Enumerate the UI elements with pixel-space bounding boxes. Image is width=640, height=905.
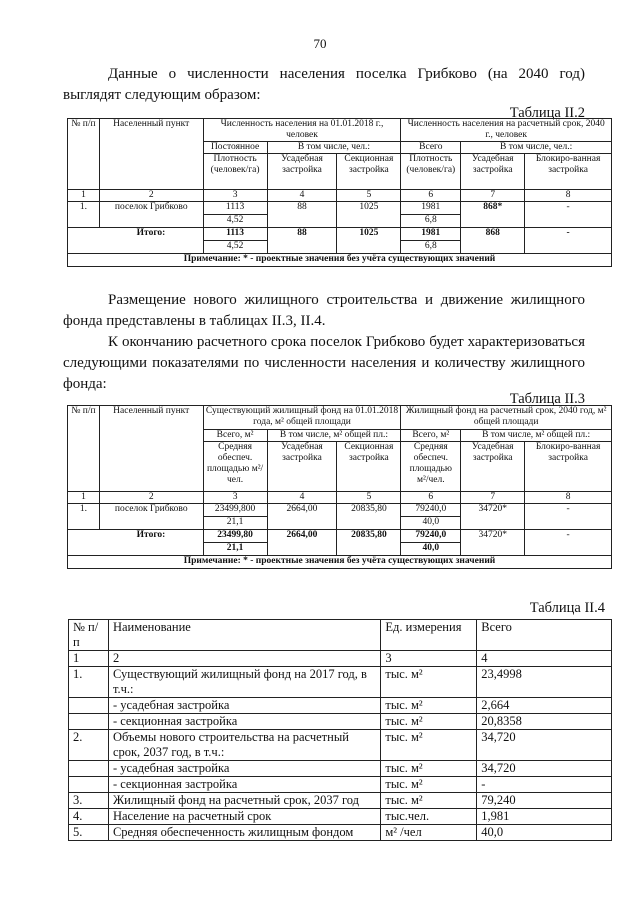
table-3: [67, 405, 612, 569]
table-row: [69, 714, 612, 730]
t4-cell-value: 20,8358: [477, 714, 612, 730]
t4-cell-num: 5.: [69, 825, 109, 841]
t3-colnum: 3: [203, 492, 267, 504]
t3-row-num: 1.: [68, 504, 100, 530]
t3-header-incl-2: В том числе, м² общей пл.:: [461, 430, 612, 442]
intro-paragraph: Данные о численности населения поселка Грибково (на 2040 год) выглядят следующим образом:: [63, 66, 585, 103]
t3-colnum: 7: [461, 492, 525, 504]
t3-header-num: № п/п: [68, 406, 100, 492]
t2-header-density-1: Плотность (человек/га): [203, 154, 267, 190]
t3-header-avg-1: Средняя обеспеч. площадью м²/чел.: [203, 442, 267, 492]
t3-row-c7: 34720*: [461, 504, 525, 530]
t4-cell-name: - секционная застройка: [108, 714, 380, 730]
t3-row-c3a: 23499,800: [203, 504, 267, 517]
t3-header-avg-2: Средняя обеспеч. площадью м²/чел.: [401, 442, 461, 492]
t3-header-incl-1: В том числе, м² общей пл.:: [267, 430, 401, 442]
t2-header-pop-future: Численность населения на расчетный срок, 2040 г., человек: [401, 119, 612, 142]
t2-total-label: Итого:: [99, 228, 203, 254]
t4-cell-name: Население на расчетный срок: [108, 809, 380, 825]
t4-cell-num: [69, 761, 109, 777]
t4-cell-num: 3.: [69, 793, 109, 809]
t2-colnum: 7: [461, 190, 525, 202]
t3-total-c7: 34720*: [461, 530, 525, 556]
t3-header-place: Населенный пункт: [99, 406, 203, 492]
t3-header-future: Жилищный фонд на расчетный срок, 2040 год, м² общей площади: [401, 406, 612, 430]
t2-header-pop-current: Численность населения на 01.01.2018 г., человек: [203, 119, 401, 142]
t2-header-incl-2: В том числе, чел.:: [461, 142, 612, 154]
table-row: [69, 809, 612, 825]
t2-row-c5: 1025: [337, 202, 401, 228]
table-row: [69, 777, 612, 793]
t3-colnum: 4: [267, 492, 337, 504]
t2-colnum: 1: [68, 190, 100, 202]
t4-cell-value: 23,4998: [477, 667, 612, 698]
page-number: 70: [313, 36, 327, 51]
t2-header-estate-1: Усадебная застройка: [267, 154, 337, 190]
t4-cell-num: [69, 777, 109, 793]
t2-row-c3b: 4,52: [203, 215, 267, 228]
t4-cell-name: Объемы нового строительства на расчетный срок, 2037 год, в т.ч.:: [108, 730, 380, 761]
t4-cell-unit: тыс. м²: [381, 730, 477, 761]
table-row: [69, 761, 612, 777]
t4-cell-unit: 3: [381, 651, 477, 667]
t3-colnum: 5: [337, 492, 401, 504]
table4-caption: Таблица II.4: [529, 600, 605, 616]
t3-colnum: 2: [99, 492, 203, 504]
t4-cell-name: - секционная застройка: [108, 777, 380, 793]
t3-header-section-1: Секционная застройка: [337, 442, 401, 492]
table-row: [69, 793, 612, 809]
t4-header-name: Наименование: [108, 620, 380, 651]
t3-header-existing: Существующий жилищный фонд на 01.01.2018 года, м² общей площади: [203, 406, 401, 430]
t2-header-estate-2: Усадебная застройка: [461, 154, 525, 190]
t2-header-place: Населенный пункт: [99, 119, 203, 190]
t4-cell-value: 1,981: [477, 809, 612, 825]
paragraph-3: К окончанию расчетного срока поселок Грибково будет характеризоваться следующими показателями по численности населения и количеству жилищного фонда:: [63, 334, 585, 392]
t2-total-c3a: 1113: [203, 228, 267, 241]
t2-note: Примечание: * - проектные значения без учёта существующих значений: [68, 254, 612, 267]
t2-header-blocked-2: Блокиро-ванная застройка: [525, 154, 612, 190]
t2-header-permanent: Постоянное: [203, 142, 267, 154]
t2-header-num: № п/п: [68, 119, 100, 190]
t3-total-row: [68, 530, 612, 543]
t2-row-c3a: 1113: [203, 202, 267, 215]
t4-cell-num: [69, 714, 109, 730]
t3-row-c8: -: [525, 504, 612, 530]
t2-colnum-row: [68, 190, 612, 202]
t2-colnum: 2: [99, 190, 203, 202]
t3-total-c4: 2664,00: [267, 530, 337, 556]
t3-header-total-1: Всего, м²: [203, 430, 267, 442]
table3-caption: Таблица II.3: [509, 391, 585, 407]
t3-row-c5: 20835,80: [337, 504, 401, 530]
t3-total-label: Итого:: [99, 530, 203, 556]
table-4: [68, 619, 612, 841]
t2-colnum: 6: [401, 190, 461, 202]
t2-total-c6b: 6,8: [401, 241, 461, 254]
t2-total-c8: -: [525, 228, 612, 254]
t4-header-num: № п/п: [69, 620, 109, 651]
t3-data-row: [68, 504, 612, 517]
t4-cell-unit: тыс. м²: [381, 714, 477, 730]
t2-total-row: [68, 228, 612, 241]
t2-header-section-1: Секционная застройка: [337, 154, 401, 190]
t3-header-estate-2: Усадебная застройка: [461, 442, 525, 492]
t2-header-total: Всего: [401, 142, 461, 154]
table-row: [69, 667, 612, 698]
t2-row-c4: 88: [267, 202, 337, 228]
t4-cell-value: -: [477, 777, 612, 793]
t4-cell-name: - усадебная застройка: [108, 761, 380, 777]
t4-cell-unit: тыс. м²: [381, 698, 477, 714]
t2-colnum: 3: [203, 190, 267, 202]
t2-total-c7: 868: [461, 228, 525, 254]
t2-data-row: [68, 202, 612, 215]
t3-total-c6a: 79240,0: [401, 530, 461, 543]
t2-header-density-2: Плотность (человек/га): [401, 154, 461, 190]
t4-cell-name: - усадебная застройка: [108, 698, 380, 714]
t3-colnum-row: [68, 492, 612, 504]
t3-row-place: поселок Грибково: [99, 504, 203, 530]
t2-row-c8: -: [525, 202, 612, 228]
t3-row-c6b: 40,0: [401, 517, 461, 530]
t3-row-c4: 2664,00: [267, 504, 337, 530]
t4-cell-name: Существующий жилищный фонд на 2017 год, в т.ч.:: [108, 667, 380, 698]
t2-row-place: поселок Грибково: [99, 202, 203, 228]
t4-cell-num: 2.: [69, 730, 109, 761]
t4-cell-num: [69, 698, 109, 714]
table-2: [67, 118, 612, 267]
t3-row-c6a: 79240,0: [401, 504, 461, 517]
t4-cell-value: 79,240: [477, 793, 612, 809]
t4-cell-value: 34,720: [477, 730, 612, 761]
table2-caption: Таблица II.2: [509, 105, 585, 121]
t4-cell-num: 4.: [69, 809, 109, 825]
t2-total-c4: 88: [267, 228, 337, 254]
t2-total-c3b: 4,52: [203, 241, 267, 254]
t4-cell-name: Жилищный фонд на расчетный срок, 2037 год: [108, 793, 380, 809]
t4-cell-value: 40,0: [477, 825, 612, 841]
t3-colnum: 1: [68, 492, 100, 504]
t3-colnum: 6: [401, 492, 461, 504]
t4-cell-unit: тыс. м²: [381, 761, 477, 777]
t2-row-c7: 868*: [461, 202, 525, 228]
t4-cell-unit: тыс. м²: [381, 793, 477, 809]
t2-row-c6a: 1981: [401, 202, 461, 215]
t2-colnum: 8: [525, 190, 612, 202]
t4-cell-unit: тыс.чел.: [381, 809, 477, 825]
table-row: [69, 651, 612, 667]
t2-total-c5: 1025: [337, 228, 401, 254]
t3-total-c6b: 40,0: [401, 543, 461, 556]
t3-header-total-2: Всего, м²: [401, 430, 461, 442]
t3-total-c3b: 21,1: [203, 543, 267, 556]
t4-cell-value: 4: [477, 651, 612, 667]
t2-row-num: 1.: [68, 202, 100, 228]
t4-cell-unit: тыс. м²: [381, 777, 477, 793]
t2-colnum: 4: [267, 190, 337, 202]
t2-colnum: 5: [337, 190, 401, 202]
paragraph-2: Размещение нового жилищного строительства и движение жилищного фонда представлены в таблицах II.3, II.4.: [63, 292, 585, 329]
t4-cell-unit: м² /чел: [381, 825, 477, 841]
t4-cell-num: 1.: [69, 667, 109, 698]
t4-cell-name: 2: [108, 651, 380, 667]
t3-total-c8: -: [525, 530, 612, 556]
table-row: [69, 698, 612, 714]
t4-header-total: Всего: [477, 620, 612, 651]
t4-cell-name: Средняя обеспеченность жилищным фондом: [108, 825, 380, 841]
t2-row-c6b: 6,8: [401, 215, 461, 228]
t3-total-c3a: 23499,80: [203, 530, 267, 543]
t3-note: Примечание: * - проектные значения без учёта существующих значений: [68, 556, 612, 569]
t3-total-c5: 20835,80: [337, 530, 401, 556]
table-row: [69, 825, 612, 841]
t4-cell-value: 2,664: [477, 698, 612, 714]
t3-colnum: 8: [525, 492, 612, 504]
t2-header-incl-1: В том числе, чел.:: [267, 142, 401, 154]
t3-header-estate-1: Усадебная застройка: [267, 442, 337, 492]
t4-cell-value: 34,720: [477, 761, 612, 777]
t2-total-c6a: 1981: [401, 228, 461, 241]
t4-cell-unit: тыс. м²: [381, 667, 477, 698]
t3-header-blocked-2: Блокиро-ванная застройка: [525, 442, 612, 492]
t4-header-unit: Ед. измерения: [381, 620, 477, 651]
table-row: [69, 730, 612, 761]
t4-cell-num: 1: [69, 651, 109, 667]
t3-row-c3b: 21,1: [203, 517, 267, 530]
